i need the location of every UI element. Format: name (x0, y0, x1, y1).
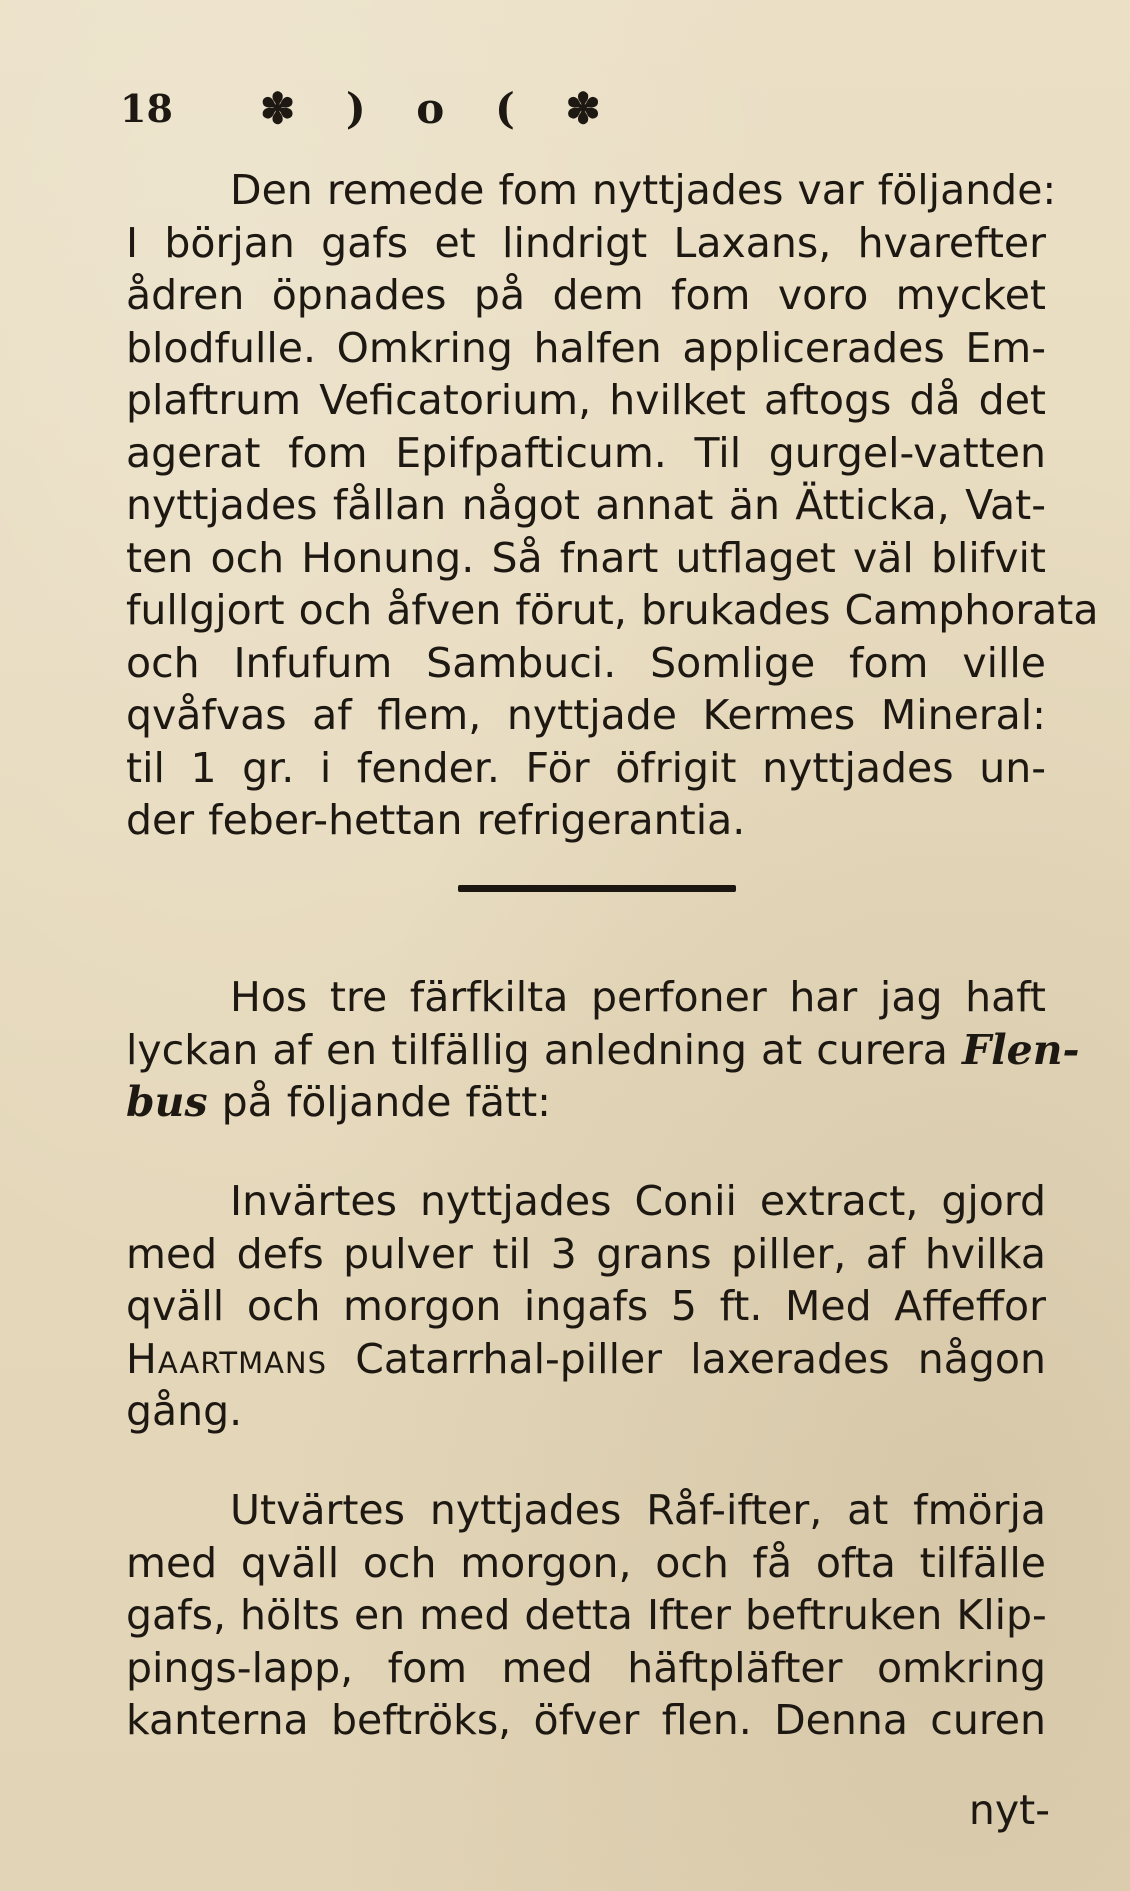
text-line: kanterna beftröks, öfver flen. Denna curen (126, 1696, 1046, 1744)
text-line: qvåfvas af flem, nyttjade Kermes Mineral: (126, 691, 1046, 739)
page-number: 18 (120, 85, 173, 131)
paragraph-internal-treatment (126, 1175, 1046, 1438)
header-ornament: ✽ ) o ( ✽ (260, 83, 619, 133)
text-line: gafs, hölts en med detta Ifter beftruken Klip- (126, 1591, 1047, 1639)
text-line: pings-lapp, fom med häftpläfter omkring (126, 1643, 1046, 1692)
text-line: I början gafs et lindrigt Laxans, hvarefter (126, 218, 1046, 267)
text-line: plaftrum Veficatorium, hvilket aftogs då det (126, 376, 1046, 424)
running-head (120, 78, 770, 138)
paragraph-treatment (126, 164, 1099, 847)
text-line: til 1 gr. i fender. För öfrigit nyttjades un- (126, 743, 1046, 792)
text-line: Invärtes nyttjades Conii extract, gjord (230, 1177, 1046, 1225)
text-line: agerat fom Epifpafticum. Til gurgel-vatten (126, 428, 1046, 477)
text-line: Den remede fom nyttjades var följande: (230, 166, 1057, 214)
text-line: nyttjades fållan något annat än Ätticka, Vat- (126, 481, 1046, 529)
text-line: med qväll och morgon, och få ofta tilfälle (126, 1538, 1046, 1587)
text-fragment: Catarrhal-piller laxerades någon (327, 1334, 1046, 1383)
text-line: Hos tre färfkilta perfoner har jag haft (230, 973, 1046, 1021)
italic-term: Flen- (961, 1025, 1080, 1074)
paragraph-three-persons (126, 971, 1080, 1129)
text-line: ådren öpnades på dem fom voro mycket (126, 271, 1046, 319)
italic-term: bus (126, 1078, 208, 1126)
author-name: Haartmans (126, 1334, 328, 1383)
text-line (126, 1024, 1080, 1077)
text-line (126, 1333, 1046, 1386)
text-line: fullgjort och åfven förut, brukades Camphorata (126, 586, 1099, 634)
text-line: ten och Honung. Så fnart utflaget väl blifvit (126, 533, 1046, 582)
text-fragment: lyckan af en tilfällig anledning at curera (126, 1025, 962, 1074)
text-line: med defs pulver til 3 grans piller, af hvilka (126, 1229, 1046, 1278)
text-line: qväll och morgon ingafs 5 ft. Med Affeffor (126, 1282, 1046, 1330)
text-line: och Infufum Sambuci. Somlige fom ville (126, 638, 1046, 687)
text-line: Utvärtes nyttjades Råf-ifter, at fmörja (230, 1486, 1046, 1534)
text-line: gång. (126, 1387, 243, 1435)
text-line (126, 1076, 1046, 1129)
text-line: der feber-hettan refrigerantia. (126, 796, 746, 844)
catchword: nyt- (968, 1786, 1050, 1834)
paragraph-external-treatment (126, 1484, 1046, 1747)
text-fragment: på följande fätt: (207, 1078, 551, 1126)
section-divider-rule (458, 885, 736, 892)
text-line: blodfulle. Omkring halfen applicerades Em- (126, 323, 1046, 372)
